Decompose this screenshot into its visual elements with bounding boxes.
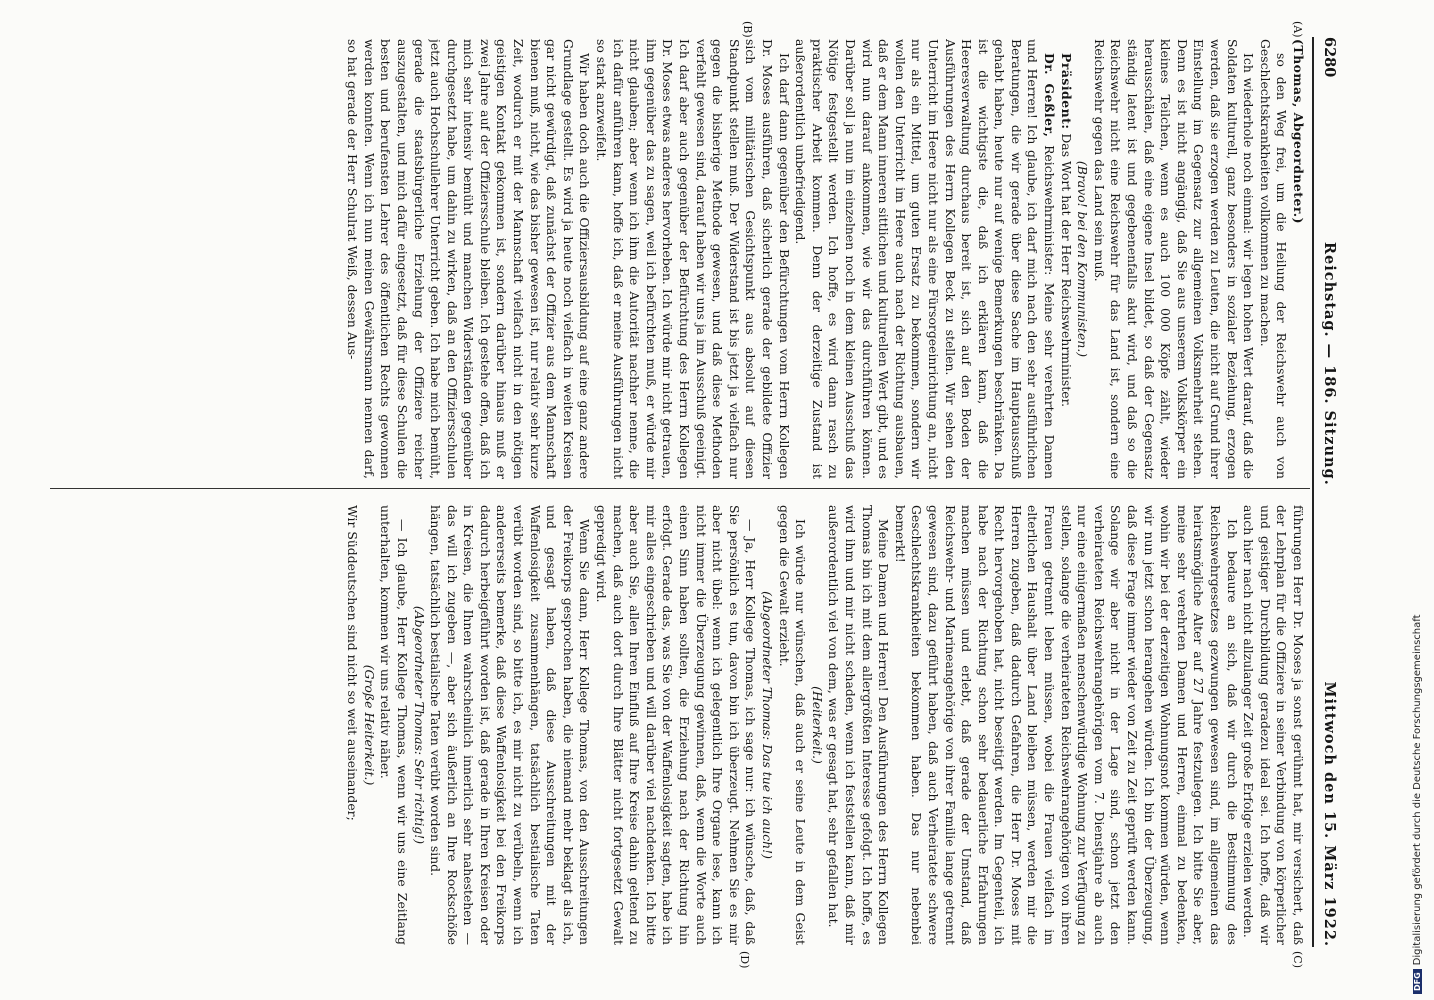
paragraph-text: Wir Süddeutschen sind nicht so weit auseinander; [345,505,361,821]
paragraph [592,39,791,479]
page-number: 6280 [1321,37,1338,78]
paragraph-text: (Abgeordneter Thomas: Das tue ich auch!) [760,591,775,859]
credit-text: Digitalisierung gefördert durch die Deutsche Forschungsgemeinschaft [1412,614,1423,966]
left-column [50,39,1306,479]
paragraph-text: Das Wort hat der Herr Reichswehrminister. [1058,133,1074,408]
paragraph-text: so den Weg frei, um die Heilung der Reichswehr auch von Geschlechtskrankheiten vollkommen zu machen. [1257,39,1290,479]
paragraph [792,39,1058,479]
column-separator [50,488,1310,489]
margin-mark-a: (A) [1291,21,1304,38]
paragraph-text: Wenn Sie dann, Herr Kollege Thomas, von den Ausschreitungen der Freikorps gesprochen haben, die niemand mehr beklagt als ich, und gesagt haben, daß diese Ausschreitungen mit der Waffenlosigkeit zusammenhängen, tatsächlich bestialische Taten verübt worden sind, so bitte ich, es mir nicht zu verübeln, wenn ich andererseits bemerke, daß diese Waffenlosigkeit bei den Freikorps dadurch herbeigeführt worden ist, daß gerade in Ihren Kreisen oder in Kreisen, die Ihnen wahrscheinlich innerlich sehr nahestehen — das will ich zugeben —, aber sich äußerlich an Ihre Rockschöße hängen, tatsächlich bestialische Taten verübt worden sind. [428,505,593,945]
paragraph [1057,39,1074,479]
stage-direction [1074,39,1091,479]
right-column [50,505,1306,945]
paragraph [427,505,593,945]
stage-direction [758,505,775,945]
margin-mark-d: (D) [738,951,751,969]
paragraph-text: Wir haben doch auch die Offiziersausbildung auf eine ganz andere Grundlage gestellt. Es wird ja heute noch vielfach in weiten Kreisen gar nicht gewürdigt, daß zunächst der Offizier aus dem Mannschaft bienen muß, nicht, wie das bisher gewesen ist, nur relativ sehr kurze Zeit, wodurch er mit der Mannschaft vielfach nicht in den nötigen geistigen Kontakt gekommen ist, sondern darüber hinaus muß er zwei Jahre auf der Offiziersschule bleiben. Ich gestehe offen, daß ich mich sehr intensiv bemüht und manchen Widerständen gegenüber durchgesetzt habe, um dahin zu wirken, daß an den Offiziersschulen jetzt auch Hochschullehrer Unterricht geben. Ich habe mich bemüht, gerade die staatsbürgerliche Erziehung der Offiziere reicher auszugestalten, und mich dafür eingesetzt, daß für diese Schulen die besten und berufensten Lehrer des öffentlichen Rechts gewonnen werden konnten. Wenn ich nun meinen Gewährsmann nennen darf, so hat gerade der Herr Schulrat Weiß, dessen Aus- [345,39,593,479]
margin-mark-b: (B) [741,21,754,38]
stage-direction [808,505,825,945]
paragraph [592,505,758,945]
speaker-name: (Thomas, Abgeordneter.) [1291,39,1306,224]
paragraph-text: (Große Heiterkeit.) [361,664,377,786]
paragraph-text: Ich wiederhole noch einmal: wir legen hohen Wert darauf, daß die Soldaten kulturell, ganz besonders in sozialer Beziehung, erzogen werden, daß sie erzogen werden zu Leuten, die nicht auf Grund ihrer Einstellung im Gegensatz zur allgemeinen Volksmehrheit stehen. Denn es ist nicht angängig, daß Sie aus unserem Volkskörper ein kleines Teilchen, wenn es auch 100 000 Köpfe zählt, wieder herausschälen, daß eine eigene Insel bildet, so daß der Gegensatz ständig latent ist und gegebenenfalls akut wird, und daß so die Reichswehr nicht eine Reichswehr für das Land ist, sondern eine Reichswehr gegen das Land sein muß. [1091,39,1257,479]
paragraph-text: (Heiterkeit.) [809,686,825,764]
paragraph [344,39,593,479]
paragraph-text: — Ich glaube, Herr Kollege Thomas, wenn wir uns eine Zeitlang unterhalten, kommen wir uns relativ näher. [378,505,410,945]
speaker-name: Präsident: [1058,53,1074,130]
session-title: Reichstag. — 186. Sitzung. [1321,242,1338,486]
rotated-page [0,21,1364,977]
paragraph [1289,39,1306,479]
stage-direction [410,505,427,945]
paragraph-text: — Ja, Herr Kollege Thomas, ich sage nur: ich wünsche, daß, daß Sie persönlich es tun, davon bin ich überzeugt. Nehmen Sie es mir aber nicht übel: wenn ich gelegentlich Ihre Organe lese, kann ich nicht immer die Überzeugung gewinnen, daß, wenn die Worte auch einen Sinn haben sollten, die Erziehung nach der Richtung hin erfolgt. Gerade das, was Sie von der Waffenlosigkeit sagten, habe ich mir alles eingeschrieben und will darüber viel nachdenken. Ich bitte aber auch Sie, allen Ihren Einfluß auf Ihre Kreise dahin geltend zu machen, daß auch dort durch Ihre Blätter nicht fortgesetzt Gewalt gepredigt wird. [594,505,759,945]
paragraph [1240,505,1306,945]
speaker-name: Dr. Geßler, [1042,53,1058,138]
paragraph-text: Ich darf dann gegenüber den Befürchtungen vom Herrn Kollegen Dr. Moses ausführen, daß sicherlich gerade der gebildete Offizier sich vom militärischen Gesichtspunkt aus absolut auf diesen Standpunkt stellen muß. Der Widerstand ist bis jetzt ja vielfach nur gegen die bisherige Methode gewesen, und daß diese Methoden verfehlt gewesen sind, darauf haben wir uns ja im Ausschuß geeinigt. Ich darf aber auch gegenüber der Befürchtung des Herrn Kollegen Dr. Moses etwas anderes hervorheben. Ich würde mir nicht getrauen, ihm gegenüber das zu sagen, weil ich befürchten muß, er würde mir nicht glauben; aber wenn ich ihm die Autorität nachher nenne, die ich dafür anführen kann, hoffe ich, daß er meine Ausführungen nicht so stark anzweifelt. [594,39,792,479]
paragraph-text: führungen Herr Dr. Moses ja sonst gerühmt hat, mir versichert, daß der Lehrplan für die Offiziere in seiner Verbindung von körperlicher und geistiger Durchbildung geradezu ideal sei. Ich hoffe, daß wir auch hier nach nicht allzulanger Zeit große Erfolge erzielen werden. [1241,505,1306,945]
paragraph [344,505,361,945]
page-header [1314,37,1338,947]
stage-direction [360,505,377,945]
paragraph-text: Ich bedaure an sich, daß wir durch die Bestimmung des Reichswehrgesetzes gezwungen gewesen sind, im allgemeinen das heiratsmögliche Alter auf 27 Jahre festzulegen. Ich bitte Sie aber, meine sehr verehrten Damen und Herren, einmal zu bedenken, wohin wir bei der derzeitigen Wohnungsnot kommen würden, wenn wir nun jetzt schon herangehen würden. Ich bin der Überzeugung, daß diese Frage immer wieder von Zeit zu Zeit geprüft werden kann. Solange wir aber nicht in der Lage sind, schon jetzt den verheirateten Reichswehrangehörigen vom 7. Dienstjahre ab auch nur eine einigermaßen menschenwürdige Wohnung zur Verfügung zu stellen, solange die verheirateten Reichswehrangehörigen von ihren Frauen getrennt leben müssen, wobei die Frauen vielfach im elterlichen Haushalt über Land bleiben müssen, werden mir die Herren zugeben, daß dadurch Gefahren, die Herr Dr. Moses mit Recht hervorgehoben hat, nicht beseitigt werden. Im Gegenteil, ich habe nach der Richtung schon sehr bedauerliche Erfahrungen machen müssen und erlebt, daß gerade der Umstand, daß Reichswehr- und Marineangehörige von ihrer Familie lange getrennt gewesen sind, dazu geführt haben, daß auch Verheiratete schwere Geschlechtskrankheiten bekommen haben. Das nur nebenbei bemerkt! [892,505,1240,945]
header-rule [1312,37,1314,947]
paragraph [825,505,891,945]
paragraph [891,505,1239,945]
digitization-credit [1412,614,1423,994]
paragraph [775,505,808,945]
paragraph-text: Reichswehrminister: Meine sehr verehrten Damen und Herren! Ich glaube, ich darf mich nach den sehr ausführlichen Beratungen, die wir gerade über diese Sache im Hauptausschuß gehabt haben, heute nur auf wenige Bemerkungen beschränken. Da ist die wichtigste die, daß ich erklären kann, daß die Heeresverwaltung durchaus bereit ist, sich auf den Boden der Ausführungen des Herrn Kollegen Beck zu stellen. Wir sehen den Unterricht im Heere nicht nur als eine Fürsorgeeinrichtung an, nicht nur als ein Mittel, um guten Ersatz zu bekommen, sondern wir wollen den Unterricht im Heere auch nach der Richtung ausbauen, daß er dem Mann inneren sittlichen und kulturellen Wert gibt, und es wird nun darauf ankommen, wie wir das durchführen können. Darüber soll ja nun im einzelnen noch in dem kleinen Ausschuß das Nötige festgestellt werden. Ich hoffe, es wird dann rasch zu praktischer Arbeit kommen. Denn der derzeitige Zustand ist außerordentlich unbefriedigend. [793,39,1058,479]
paragraph [1090,39,1256,479]
paragraph-text: Ich würde nur wünschen, daß auch er seine Leute in dem Geist gegen die Gewalt erzieht. [776,505,809,945]
paragraph [1256,39,1289,479]
paragraph [377,505,410,945]
paragraph-text: Meine Damen und Herren! Den Ausführungen des Herrn Kollegen Thomas bin ich mit dem allergrößten Interesse gefolgt. Ich hoffe, es wird ihm und mir nicht schaden, wenn ich feststellen kann, daß mir außerordentlich viel von dem, was er gesagt hat, sehr gefallen hat. [826,505,892,945]
paragraph-text: (Abgeordneter Thomas: Sehr richtig!) [411,605,427,845]
margin-mark-c: (C) [1291,951,1304,968]
paragraph-text: (Bravo! bei den Kommunisten.) [1075,160,1091,358]
dfg-logo: DFG [1413,969,1422,994]
session-date: Mittwoch den 15. März 1922. [1321,681,1338,947]
